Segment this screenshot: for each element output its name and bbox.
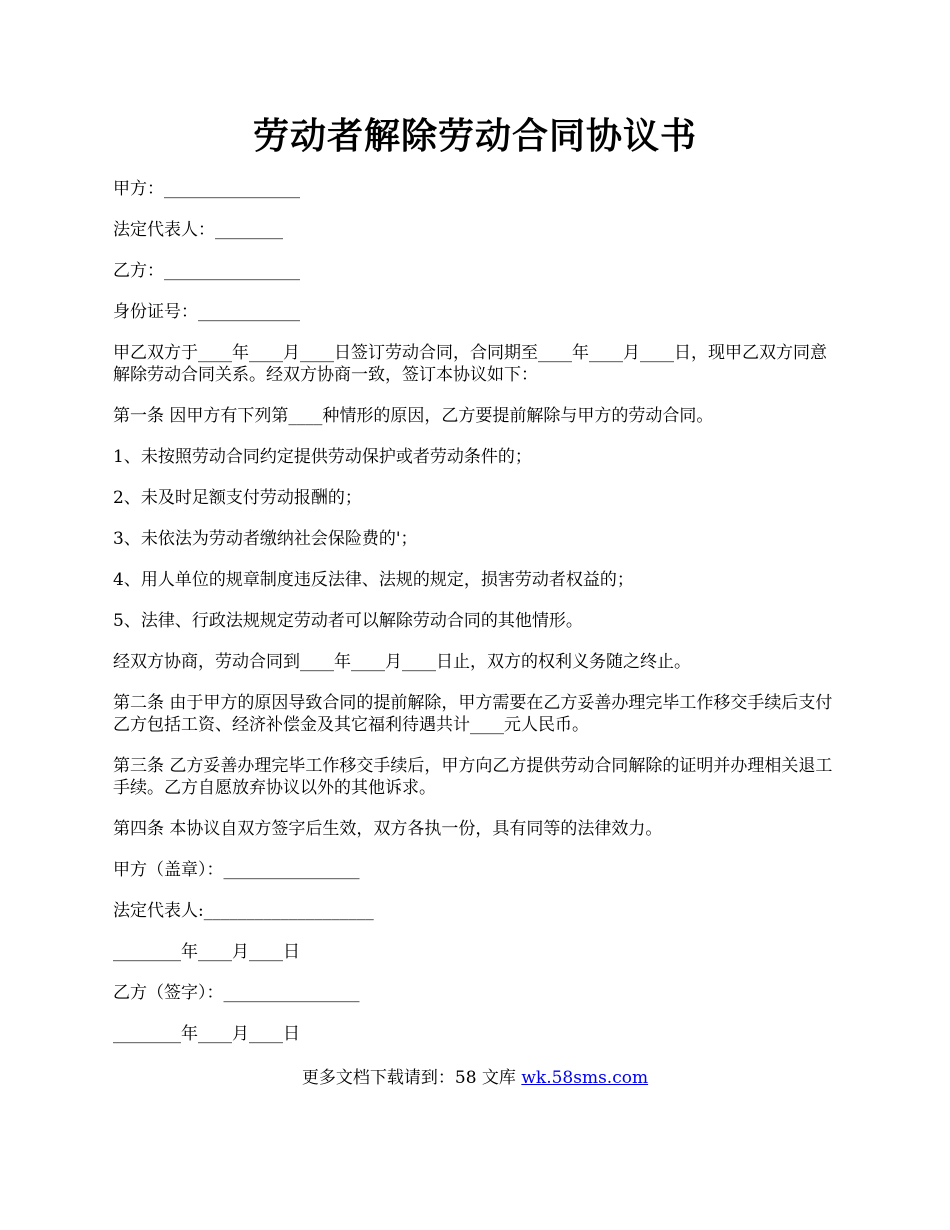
footer: [0, 1067, 950, 1089]
list-item: 2、未及时足额支付劳动报酬的；: [113, 488, 362, 508]
list-item: 4、用人单位的规章制度违反法律、法规的规定，损害劳动者权益的；: [113, 570, 634, 590]
document-body: [113, 178, 835, 1064]
document-title: 劳动者解除劳动合同协议书: [252, 115, 697, 157]
article-4: 第四条 本协议自双方签字后生效，双方各执一份，具有同等的法律效力。: [113, 819, 663, 839]
article-2: 第二条 由于甲方的原因导致合同的提前解除，甲方需要在乙方妥善办理完毕工作移交手续后支付乙方包括工资、经济补偿金及其它福利待遇共计____元人民币。: [113, 693, 833, 735]
footer-text: 更多文档下载请到：58 文库: [301, 1068, 522, 1088]
party-b-line: 乙方：________________: [113, 261, 300, 281]
party-b-signature-line: 乙方（签字）：________________: [113, 983, 360, 1003]
list-item: 3、未依法为劳动者缴纳社会保险费的'；: [113, 529, 418, 549]
termination-date-paragraph: 经双方协商，劳动合同到____年____月____日止，双方的权利义务随之终止。: [113, 652, 691, 672]
list-item: 5、法律、行政法规规定劳动者可以解除劳动合同的其他情形。: [113, 611, 583, 631]
party-a-date-line: ________年____月____日: [113, 942, 300, 962]
list-item: 1、未按照劳动合同约定提供劳动保护或者劳动条件的；: [113, 447, 532, 467]
id-number-line: 身份证号：____________: [113, 302, 300, 322]
legal-rep-line: 法定代表人：________: [113, 220, 283, 240]
party-a-line: 甲方：________________: [113, 179, 300, 199]
party-a-seal-line: 甲方（盖章）：________________: [113, 860, 360, 880]
intro-paragraph: 甲乙双方于____年____月____日签订劳动合同，合同期至____年____月____日，现甲乙双方同意解除劳动合同关系。经双方协商一致，签订本协议如下：: [113, 343, 827, 385]
legal-rep-signature-line: 法定代表人:____________________: [113, 901, 374, 921]
footer-link[interactable]: wk.58sms.com: [521, 1068, 649, 1088]
article-1: 第一条 因甲方有下列第____种情形的原因，乙方要提前解除与甲方的劳动合同。: [113, 406, 714, 426]
article-3: 第三条 乙方妥善办理完毕工作移交手续后，甲方向乙方提供劳动合同解除的证明并办理相关退工手续。乙方自愿放弃协议以外的其他诉求。: [113, 756, 833, 798]
party-b-date-line: ________年____月____日: [113, 1024, 300, 1044]
